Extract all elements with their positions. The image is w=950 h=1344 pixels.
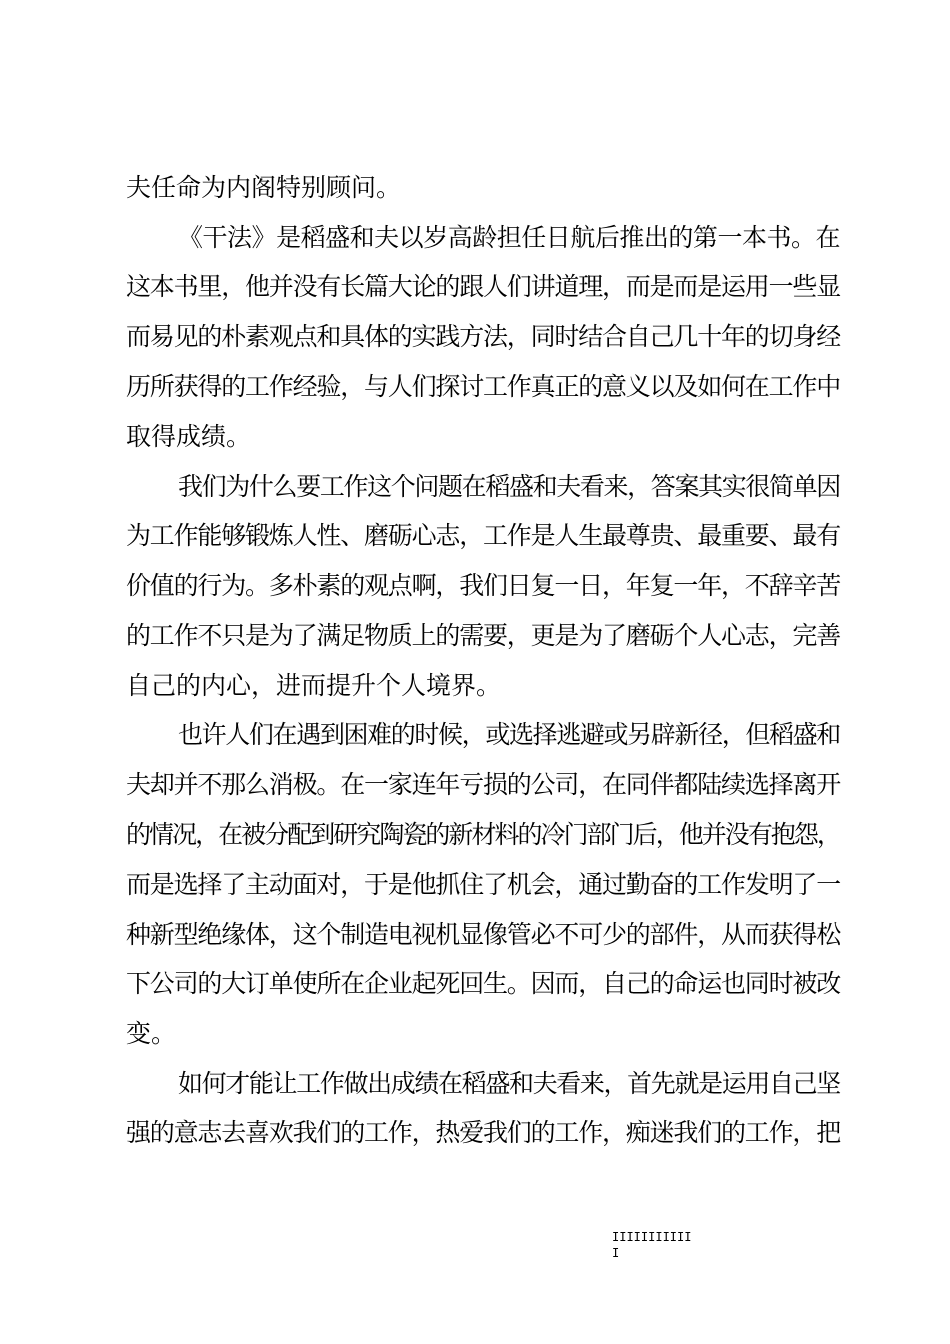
paragraph-first-line: 我们为什么要工作这个问题在稻盛和夫看来，答案其实很简单因 [178,472,840,501]
paragraph-first-line: 《干法》是稻盛和夫以岁高龄担任日航后推出的第一本书。在 [178,223,841,252]
text-line: 下公司的大订单使所在企业起死回生。因而，自己的命运也同时被改 [126,969,841,998]
footer-mark: IIIIIIIIIII [612,1230,692,1244]
paragraph-first-line: 也许人们在遇到困难的时候，或选择逃避或另辟新径，但稻盛和 [178,720,840,749]
text-line: 取得成绩。 [126,422,252,451]
text-line: 种新型绝缘体，这个制造电视机显像管必不可少的部件，从而获得松 [126,920,841,949]
text-line: 的情况，在被分配到研究陶瓷的新材料的冷门部门后，他并没有抱怨， [126,820,840,849]
text-line: 夫任命为内阁特别顾问。 [126,173,402,202]
text-line: 历所获得的工作经验，与人们探讨工作真正的意义以及如何在工作中 [126,372,841,401]
paragraph-first-line: 如何才能让工作做出成绩在稻盛和夫看来，首先就是运用自己坚 [178,1069,840,1098]
text-line: 自己的内心，进而提升个人境界。 [126,671,502,700]
text-line: 而是选择了主动面对，于是他抓住了机会，通过勤奋的工作发明了一 [126,870,841,899]
text-line: 而易见的朴素观点和具体的实践方法，同时结合自己几十年的切身经 [126,322,841,351]
text-line: 为工作能够锻炼人性、磨砺心志，工作是人生最尊贵、最重要、最有 [126,521,841,550]
text-line: 夫却并不那么消极。在一家连年亏损的公司，在同伴都陆续选择离开 [126,770,841,799]
text-line: 价值的行为。多朴素的观点啊，我们日复一日，年复一年，不辞辛苦 [126,571,841,600]
text-line: 强的意志去喜欢我们的工作，热爱我们的工作，痴迷我们的工作，把 [126,1118,841,1147]
text-line: 这本书里，他并没有长篇大论的跟人们讲道理，而是而是运用一些显 [126,272,841,301]
footer-mark-second: I [612,1246,620,1260]
text-line: 的工作不只是为了满足物质上的需要，更是为了磨砺个人心志，完善 [126,621,841,650]
text-line: 变。 [126,1019,177,1048]
